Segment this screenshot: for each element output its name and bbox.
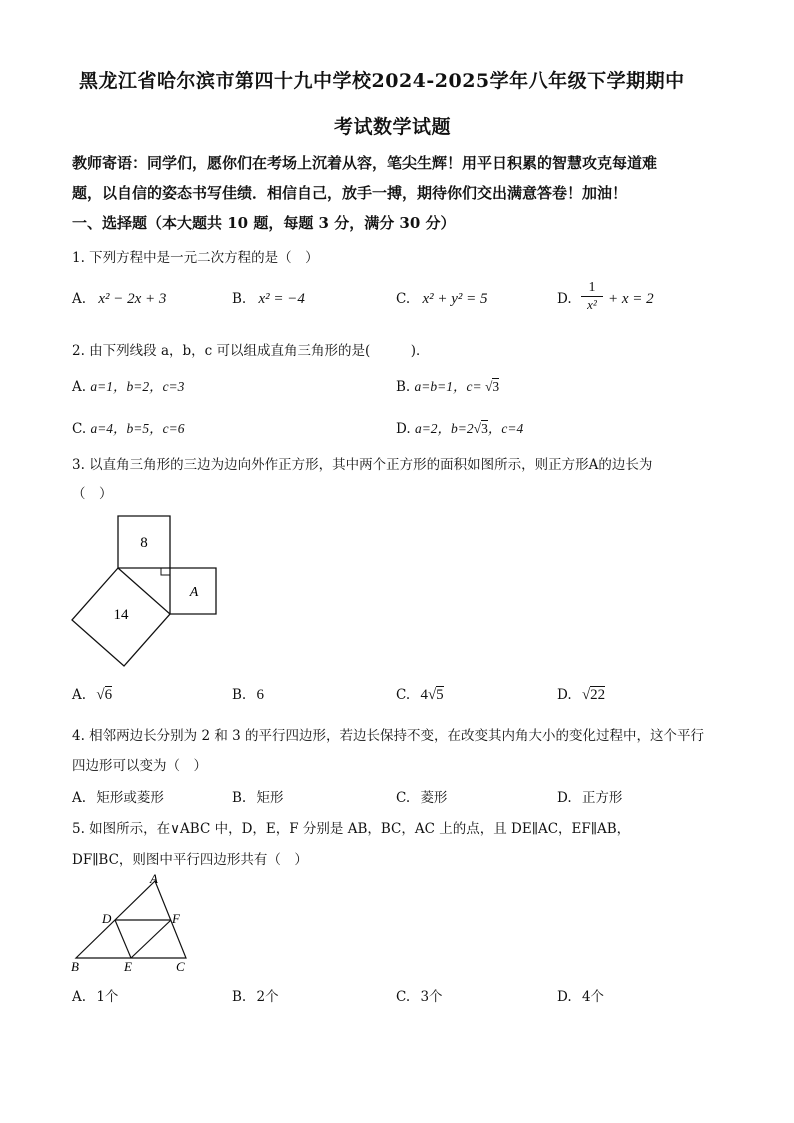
exam-title-line2: 考试数学试题 xyxy=(334,116,452,138)
q5-option-a xyxy=(72,985,118,1005)
q2-option-b xyxy=(396,375,499,395)
option-label: B. xyxy=(232,989,247,1005)
q1-option-d-rest: + x = 2 xyxy=(608,291,654,307)
option-text: a=4，b=5，c=6 xyxy=(90,421,185,436)
option-label: D. xyxy=(557,790,572,806)
question-3-stem-line1: 3. 以直角三角形的三边为边向外作正方形，其中两个正方形的面积如图所示，则正方形A的边长为 xyxy=(72,457,653,473)
q3-option-a xyxy=(72,687,112,704)
square-right-label: A xyxy=(189,585,199,600)
option-text: 2个 xyxy=(256,989,279,1005)
question-5-stem-line1: 5. 如图所示，在∨ABC 中，D，E，F 分别是 AB，BC，AC 上的点，且 DE∥AC，EF∥AB， xyxy=(72,821,631,837)
option-label: D. xyxy=(557,989,572,1005)
vertex-d-label: D xyxy=(102,911,112,926)
segment-ef xyxy=(131,920,171,958)
sqrt-sign: √ xyxy=(473,421,482,436)
option-value: 6 xyxy=(256,687,265,703)
option-label: A. xyxy=(72,989,87,1005)
q4-option-d xyxy=(557,786,622,806)
fraction-denominator: x² xyxy=(587,297,597,312)
q5-option-d xyxy=(557,985,604,1005)
q4-option-a xyxy=(72,786,164,806)
option-text: 正方形 xyxy=(581,790,623,806)
option-text: a=b=1，c= xyxy=(414,379,485,394)
option-label: D. xyxy=(557,291,572,307)
option-label: C. xyxy=(396,790,411,806)
option-text: a=1，b=2，c=3 xyxy=(90,379,185,394)
option-label: D. xyxy=(396,421,411,437)
sqrt-radicand: 5 xyxy=(436,687,444,703)
section-heading: 一、选择题（本大题共 10 题，每题 3 分，满分 30 分） xyxy=(72,214,456,232)
teacher-message-line2: 题，以自信的姿态书写佳绩．相信自己，放手一搏，期待你们交出满意答卷！加油！ xyxy=(72,184,628,202)
vertex-a-label: A xyxy=(150,871,158,886)
q4-option-c xyxy=(396,786,447,806)
option-label: B. xyxy=(396,379,411,395)
option-label: A. xyxy=(72,291,87,307)
q2-option-c xyxy=(72,417,185,437)
option-label: B. xyxy=(232,790,247,806)
option-label: B. xyxy=(232,291,247,307)
fraction-numerator: 1 xyxy=(588,280,596,295)
q1-option-b xyxy=(232,291,305,308)
option-text: 3个 xyxy=(420,989,443,1005)
q2-option-a xyxy=(72,375,184,395)
q2-option-d xyxy=(396,417,523,437)
sqrt-sign: √ xyxy=(581,687,591,703)
option-label: B. xyxy=(232,687,247,703)
option-text: a=2，b=2 xyxy=(414,421,474,436)
option-label: C. xyxy=(396,989,411,1005)
option-text: 菱形 xyxy=(420,790,448,806)
option-label: A. xyxy=(72,790,87,806)
teacher-message-line1: 教师寄语：同学们，愿你们在考场上沉着从容，笔尖生辉！用平日积累的智慧攻克每道难 xyxy=(72,154,658,172)
option-label: C. xyxy=(396,687,411,703)
option-text: 矩形 xyxy=(256,790,284,806)
question-1-stem: 1. 下列方程中是一元二次方程的是（ ） xyxy=(72,250,319,266)
q5-option-c xyxy=(396,985,443,1005)
option-label: D. xyxy=(557,687,572,703)
option-label: C. xyxy=(396,291,411,307)
square-bottom-label: 14 xyxy=(113,607,129,623)
sqrt-radicand: 3 xyxy=(481,421,488,436)
sqrt-sign: √ xyxy=(96,687,105,703)
question-2-stem: 2. 由下列线段 a，b，c 可以组成直角三角形的是( )． xyxy=(72,343,430,359)
sqrt-sign: √ xyxy=(484,379,493,394)
sqrt-radicand: 22 xyxy=(590,687,606,703)
square-top-label: 8 xyxy=(140,535,148,551)
q3-option-c xyxy=(396,687,444,704)
vertex-e-label: E xyxy=(124,959,132,974)
q1-option-a xyxy=(72,291,166,308)
vertex-f-label: F xyxy=(172,911,180,926)
question-3-stem-line2: （ ） xyxy=(72,486,113,502)
q1-option-d-fraction xyxy=(580,280,604,312)
sqrt-radicand: 3 xyxy=(492,379,500,394)
sqrt-radicand: 6 xyxy=(104,687,113,703)
right-angle-mark xyxy=(161,568,170,575)
q3-option-d xyxy=(557,687,605,704)
vertex-c-label: C xyxy=(176,959,185,974)
sqrt-sign: √ xyxy=(427,687,437,703)
option-text-tail: ，c=4 xyxy=(487,421,524,436)
q3-option-b xyxy=(232,687,264,704)
q5-option-b xyxy=(232,985,279,1005)
exam-title-line1: 黑龙江省哈尔滨市第四十九中学校2024-2025学年八年级下学期期中 xyxy=(79,70,685,92)
question-4-stem-line1: 4. 相邻两边长分别为 2 和 3 的平行四边形，若边长保持不变，在改变其内角大小的变化过程中，这个平行 xyxy=(72,728,705,744)
option-math: x² = −4 xyxy=(258,291,305,307)
option-text: 1个 xyxy=(96,989,119,1005)
q3-squares-figure xyxy=(64,510,224,672)
segment-de xyxy=(115,920,131,958)
option-coefficient: 4 xyxy=(420,687,428,703)
option-text: 4个 xyxy=(581,989,605,1005)
q1-option-c xyxy=(396,291,488,308)
option-label: A. xyxy=(72,379,87,395)
question-5-stem-line2: DF∥BC，则图中平行四边形共有（ ） xyxy=(72,852,308,868)
question-4-stem-line2: 四边形可以变为（ ） xyxy=(72,758,207,774)
option-math: x² + y² = 5 xyxy=(422,291,488,307)
option-label: A. xyxy=(72,687,87,703)
vertex-b-label: B xyxy=(71,959,79,974)
q5-triangle-figure xyxy=(64,868,204,976)
option-math: x² − 2x + 3 xyxy=(98,291,167,307)
option-label: C. xyxy=(72,421,87,437)
option-text: 矩形或菱形 xyxy=(96,790,164,806)
q1-option-d xyxy=(557,291,572,307)
q4-option-b xyxy=(232,786,284,806)
